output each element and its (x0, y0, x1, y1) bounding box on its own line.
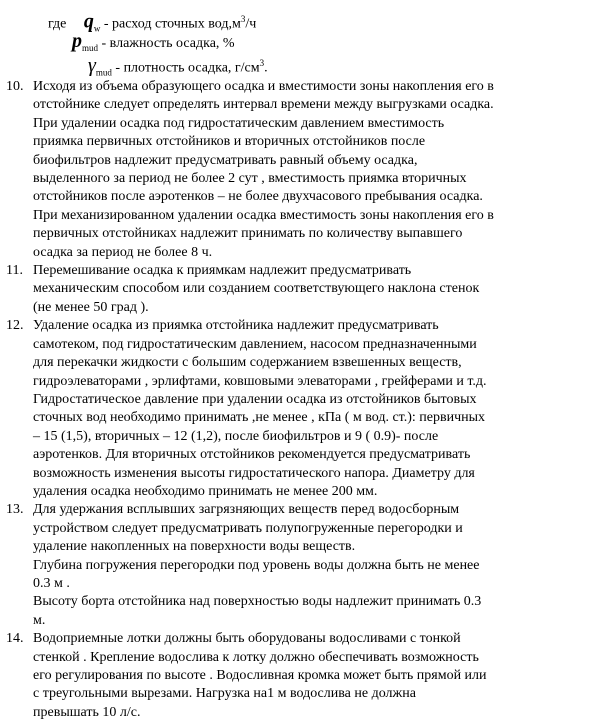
text-line: для перекачки жидкости с большим содержанием взвешенных веществ, (33, 355, 462, 371)
legend-row-flow (46, 8, 566, 34)
density-subscript: mud (95, 67, 112, 78)
text-line: Высоту борта отстойника над поверхностью воды надлежит принимать 0.3 (33, 594, 482, 610)
legend-prefix: где (48, 16, 67, 32)
flow-superscript: 3 (240, 14, 246, 24)
flow-description: - расход сточных вод,м (100, 16, 241, 32)
text-line: устройством следует предусматривать полупогруженные перегородки и (33, 520, 463, 536)
moisture-subscript: mud (82, 42, 99, 53)
text-line: его регулирования по высоте . Водосливная кромка может быть прямой или (33, 668, 487, 683)
text-line: 0.3 м . (33, 575, 70, 591)
legend-block (46, 8, 566, 78)
text-line: превышать 10 л/с. (33, 704, 141, 720)
text-line: возможность изменения высоты гидростатического напора. Диаметру для (33, 465, 475, 481)
flow-subscript: w (93, 23, 101, 34)
text-line: осадка за период не более 8 ч. (33, 244, 213, 260)
flow-tail: /ч (245, 16, 257, 32)
text-line: биофильтров надлежит предусматривать равный объему осадка, (33, 152, 418, 168)
numbered-item (0, 78, 592, 262)
legend-row-density (46, 52, 566, 78)
text-line: с треугольными вырезами. Нагрузка на1 м водослива не должна (33, 686, 416, 702)
text-line: (не менее 50 град ). (33, 299, 149, 315)
text-line: Перемешивание осадка к приямкам надлежит предусматривать (33, 263, 412, 279)
item-number: 13. (6, 502, 24, 518)
density-symbol: γ (88, 54, 96, 77)
text-line: выделенного за период не более 2 сут , вместимость приямка вторичных (33, 171, 467, 187)
item-paragraph (33, 78, 585, 262)
text-line: сточных вод необходимо принимать ,не менее , кПа ( м вод. ст.): первичных (33, 410, 486, 426)
text-line: первичных отстойниках надлежит принимать по количеству выпавшего (33, 226, 463, 242)
text-line: При удалении осадка под гидростатическим давлением вместимость (33, 115, 445, 131)
item-paragraph (33, 630, 585, 722)
item-paragraph (33, 501, 585, 630)
moisture-description: - влажность осадка, % (98, 36, 235, 51)
text-line: При механизированном удалении осадка вместимость зоны накопления его в (33, 207, 494, 223)
density-tail: . (264, 60, 268, 76)
numbered-item (0, 501, 592, 630)
text-line: Глубина погружения перегородки под уровень воды должна быть не менее (33, 557, 480, 573)
text-line: Удаление осадка из приямка отстойника надлежит предусматривать (33, 318, 439, 334)
text-line: удаление накопленных на поверхности воды веществ. (33, 539, 356, 555)
item-number: 10. (6, 79, 24, 94)
numbered-items (0, 78, 592, 722)
item-number: 12. (6, 318, 24, 334)
numbered-item (0, 630, 592, 722)
numbered-item (0, 262, 592, 317)
text-line: механическим способом или созданием соответствующего наклона стенок (33, 281, 480, 297)
flow-symbol: q (83, 10, 94, 33)
density-superscript: 3 (259, 58, 265, 68)
text-line: приямка первичных отстойников и вторичных отстойников после (33, 134, 426, 150)
text-line: отстойников после аэротенков – не более двухчасового пребывания осадка. (33, 189, 483, 205)
text-line: аэротенков. Для вторичных отстойников рекомендуется предусматривать (33, 447, 471, 463)
numbered-item (0, 317, 592, 501)
text-line: самотеком, под гидростатическим давлением, насосом предназначенными (33, 336, 477, 352)
text-line: – 15 (1,5), вторичных – 12 (1,2), после биофильтров и 9 ( 0.9)- после (33, 428, 439, 444)
density-description: - плотность осадка, г/см (111, 60, 260, 76)
text-line: гидроэлеваторами , эрлифтами, ковшовыми элеваторами , грейферами и т.д. (33, 373, 487, 389)
item-paragraph (33, 317, 585, 501)
text-line: отстойнике следует определять интервал времени между выгрузками осадка. (33, 97, 494, 113)
item-number: 11. (6, 263, 23, 279)
text-line: Гидростатическое давление при удалении осадка из отстойников бытовых (33, 391, 477, 407)
legend-row-moisture (46, 30, 566, 52)
text-line: Исходя из объема образующего осадка и вместимости зоны накопления его в (33, 79, 494, 94)
text-line: Водоприемные лотки должны быть оборудованы водосливами с тонкой (33, 631, 461, 647)
text-line: Для удержания всплывших загрязняющих веществ перед водосборным (33, 502, 460, 518)
item-paragraph (33, 262, 585, 317)
moisture-symbol: p (72, 30, 82, 52)
text-line: стенкой . Крепление водослива к лотку должно обеспечивать возможность (33, 649, 479, 665)
item-number: 14. (6, 631, 24, 647)
text-line: м. (33, 612, 46, 628)
text-line: удаления осадка необходимо принимать не менее 200 мм. (33, 483, 378, 499)
